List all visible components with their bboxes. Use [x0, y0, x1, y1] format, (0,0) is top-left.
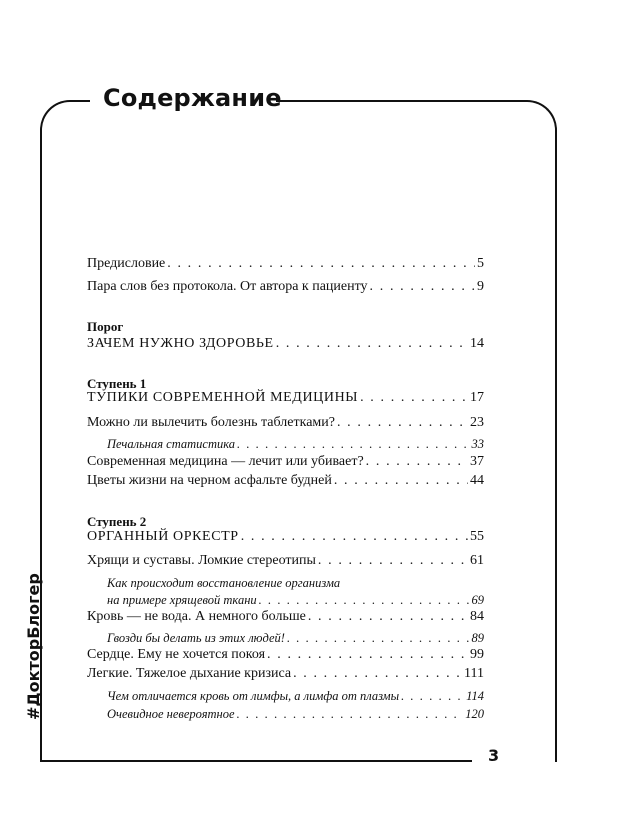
toc-entry-cartilage[interactable]: Хрящи и суставы. Ломкие стереотипы . . . 61 [87, 553, 484, 569]
toc-entry-flowers[interactable]: Цветы жизни на черном асфальте будней . . . 44 [87, 473, 484, 489]
toc-entry-lungs[interactable]: Легкие. Тяжелое дыхание кризиса . . . 111 [87, 666, 484, 682]
toc-entry-lymph[interactable]: Чем отличается кровь от лимфы, а лимфа от плазмы . . . 114 [87, 689, 484, 704]
toc-entry-pills[interactable]: Можно ли вылечить болезнь таблетками? . . . 23 [87, 415, 484, 431]
toc-entry-incredible[interactable]: Очевидное невероятное . . . 120 [87, 707, 484, 722]
toc-entry-statistics[interactable]: Печальная статистика . . . 33 [87, 437, 484, 452]
toc-entry-blood[interactable]: Кровь — не вода. А немного больше . . . 84 [87, 609, 484, 625]
side-hashtag: #ДокторБлогер [24, 573, 43, 720]
toc-entry-restoration-line2[interactable]: на примере хрящевой ткани . . . 69 [87, 593, 484, 608]
toc-entry-organ-orchestra[interactable]: ОРГАННЫЙ ОРКЕСТР . . . 55 [87, 529, 484, 545]
toc-entry-nails[interactable]: Гвозди бы делать из этих людей! . . . 89 [87, 631, 484, 646]
toc-entry-dead-ends[interactable]: ТУПИКИ СОВРЕМЕННОЙ МЕДИЦИНЫ . . . 17 [87, 390, 484, 406]
toc-entry-preface[interactable]: Предисловие . . . 5 [87, 256, 484, 272]
section-label-step-1: Ступень 1 [87, 376, 147, 391]
page-number: 3 [488, 746, 500, 765]
toc-entry-restoration-line1[interactable]: Как происходит восстановление организма [107, 576, 341, 590]
page-title: Содержание [103, 84, 282, 112]
bottom-rule [40, 760, 472, 762]
toc-entry-heart[interactable]: Сердце. Ему не хочется покоя . . . 99 [87, 647, 484, 663]
toc-entry-why-health[interactable]: ЗАЧЕМ НУЖНО ЗДОРОВЬЕ . . . 14 [87, 336, 484, 352]
section-label-step-2: Ступень 2 [87, 514, 147, 529]
section-label-threshold: Порог [87, 319, 124, 334]
toc-entry-author-note[interactable]: Пара слов без протокола. От автора к пациенту . . . 9 [87, 279, 484, 295]
toc-entry-modern-medicine[interactable]: Современная медицина — лечит или убивает? . . . 37 [87, 454, 484, 470]
